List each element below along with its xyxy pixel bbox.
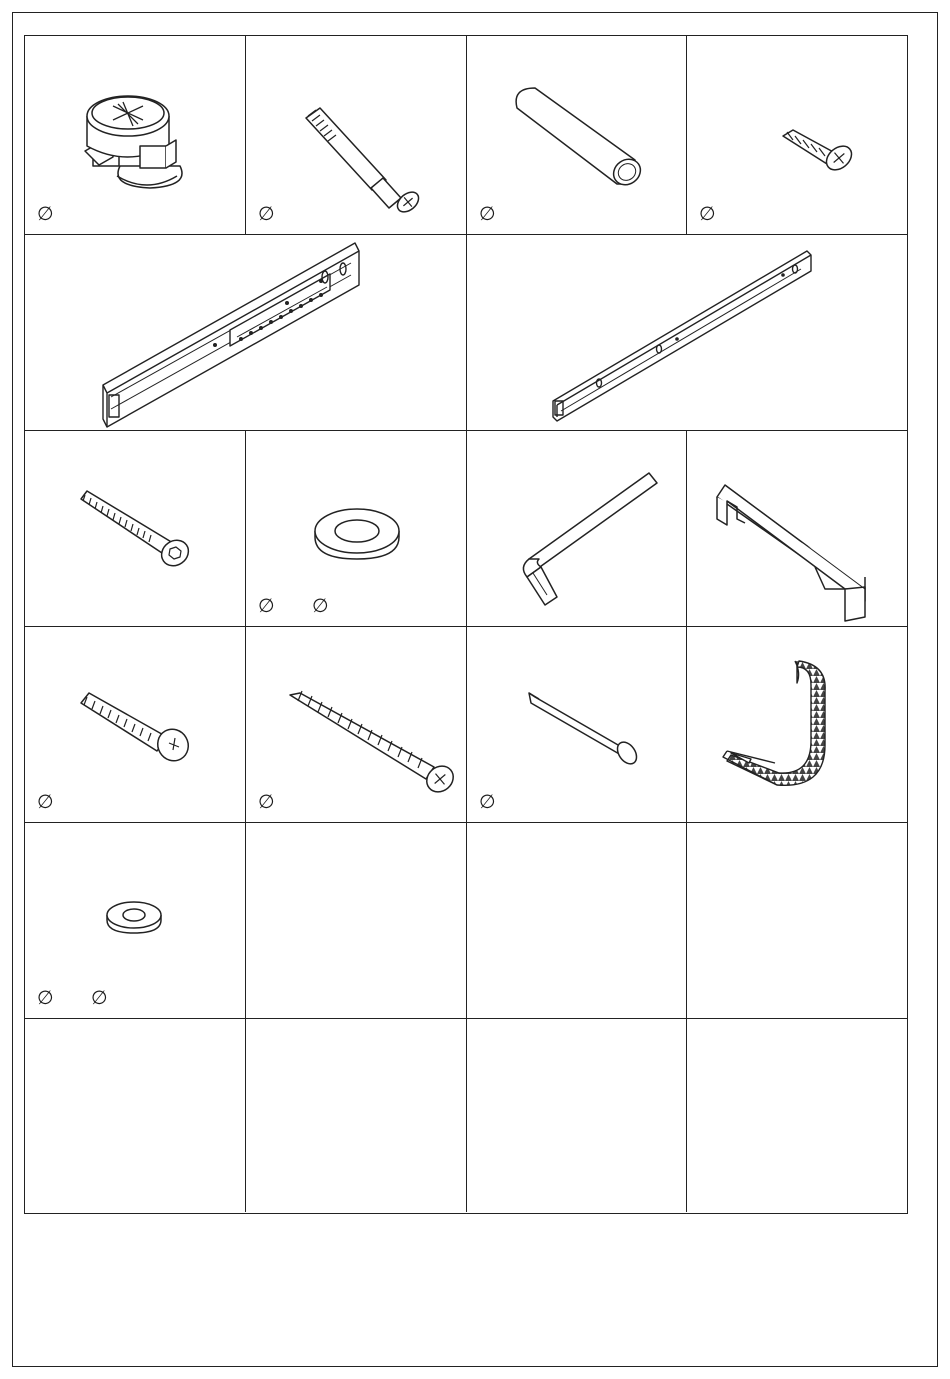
part-cell-long-wood-screw	[246, 627, 467, 823]
part-cell-wall-bracket	[687, 627, 907, 823]
drawer-rail-icon	[467, 235, 907, 431]
diameter-symbol: ∅	[479, 791, 496, 813]
drawer-handle-icon	[687, 431, 907, 627]
diameter-symbol: ∅	[258, 203, 275, 225]
part-cell-allen-key	[467, 431, 687, 627]
diameter-symbol: ∅	[37, 203, 54, 225]
diameter-symbol: ∅	[312, 595, 329, 617]
part-cell-handle	[687, 431, 907, 627]
empty-cell	[246, 1019, 467, 1212]
part-cell-machine-screw	[25, 627, 246, 823]
part-cell-cam-lock	[25, 36, 246, 235]
part-cell-large-washer	[246, 431, 467, 627]
part-cell-short-screw	[687, 36, 907, 235]
diameter-symbol: ∅	[258, 791, 275, 813]
large-washer-icon	[246, 431, 467, 627]
empty-cell	[25, 1019, 246, 1212]
empty-cell	[467, 1019, 687, 1212]
empty-cell	[687, 1019, 907, 1212]
diameter-symbol: ∅	[479, 203, 496, 225]
part-cell-wood-dowel	[467, 36, 687, 235]
wooden-dowel-icon	[467, 36, 687, 235]
wall-bracket-icon	[687, 627, 907, 823]
part-cell-drawer-slide-wide	[25, 235, 467, 431]
allen-key-icon	[467, 431, 687, 627]
small-washer-icon	[25, 823, 246, 1019]
nail-icon	[467, 627, 687, 823]
part-cell-small-washer	[25, 823, 246, 1019]
empty-cell	[467, 823, 687, 1019]
hardware-parts-grid	[24, 35, 908, 1214]
long-wood-screw-icon	[246, 627, 467, 823]
part-cell-drawer-slide-narrow	[467, 235, 907, 431]
part-cell-nail	[467, 627, 687, 823]
empty-cell	[687, 823, 907, 1019]
empty-cell	[246, 823, 467, 1019]
diameter-symbol: ∅	[699, 203, 716, 225]
part-cell-hex-bolt	[25, 431, 246, 627]
diameter-symbol: ∅	[91, 987, 108, 1009]
cam-lock-fitting-icon	[25, 36, 246, 235]
ball-bearing-drawer-slide-icon	[25, 235, 467, 431]
machine-screw-icon	[25, 627, 246, 823]
diameter-symbol: ∅	[258, 595, 275, 617]
part-cell-cam-bolt	[246, 36, 467, 235]
diameter-symbol: ∅	[37, 791, 54, 813]
short-phillips-screw-icon	[687, 36, 907, 235]
cam-bolt-dowel-icon	[246, 36, 467, 235]
diameter-symbol: ∅	[37, 987, 54, 1009]
hex-socket-bolt-icon	[25, 431, 246, 627]
